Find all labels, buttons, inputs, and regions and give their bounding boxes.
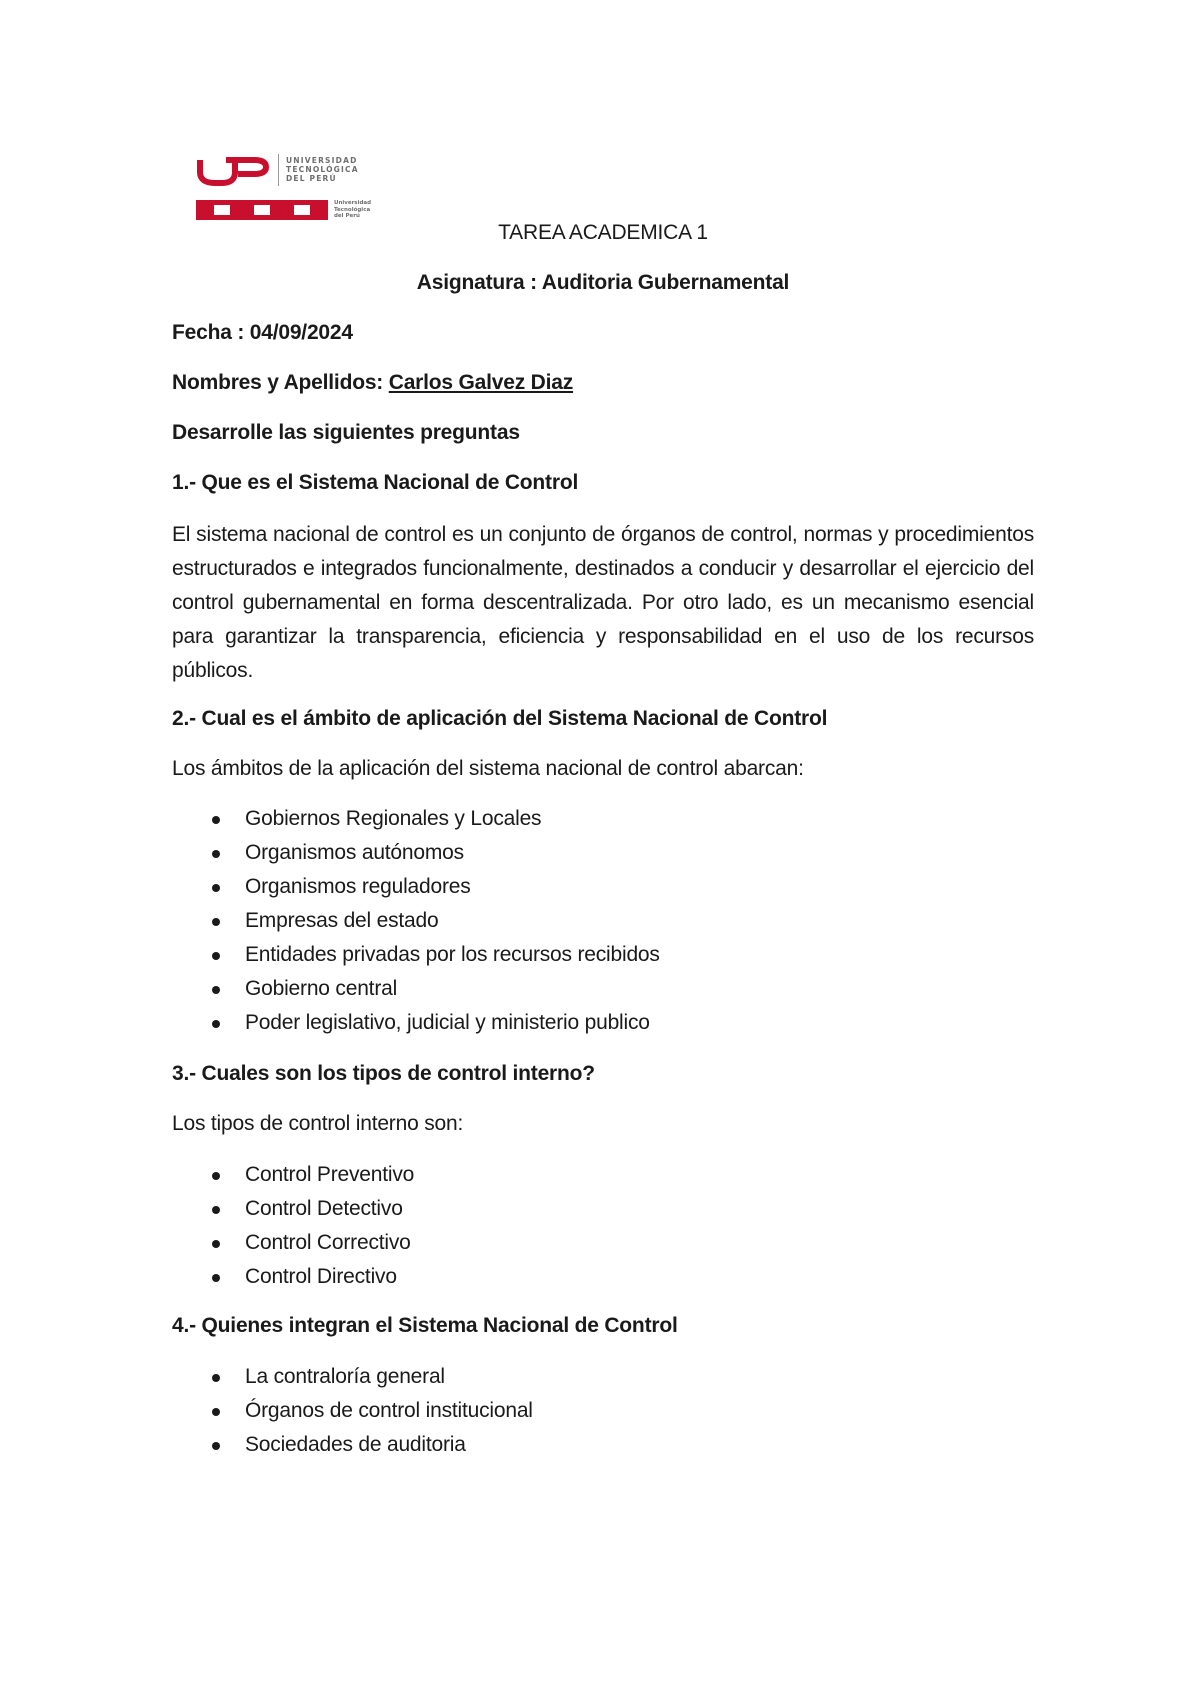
list-item: Entidades privadas por los recursos recibidos [172, 938, 1034, 972]
question-4-heading: 4.- Quienes integran el Sistema Nacional de Control [172, 1314, 678, 1337]
subject-line: Asignatura : Auditoria Gubernamental [416, 271, 790, 294]
question-1-answer: El sistema nacional de control es un conjunto de órganos de control, normas y procedimientos estructurados e integrados funcionalmente, destinados a conducir y desarrollar el ejercicio del control gubernamental en forma descentralizada. Por otro lado, es un mecanismo esencial para garantizar la transparencia, eficiencia y responsabilidad en el uso de los recursos públicos. [172, 523, 1034, 682]
question-1-heading: 1.- Que es el Sistema Nacional de Control [172, 471, 579, 494]
list-item: Gobiernos Regionales y Locales [172, 802, 1034, 836]
date-line: Fecha : 04/09/2024 [172, 321, 353, 344]
list-item: Organismos reguladores [172, 870, 1034, 904]
utp-letter-u [214, 205, 230, 215]
up-logo-icon [196, 156, 270, 186]
list-item: Gobierno central [172, 972, 1034, 1006]
question-3-list [172, 1158, 1034, 1294]
list-item: Órganos de control institucional [172, 1394, 1034, 1428]
logo-university-text: UNIVERSIDAD TECNOLÓGICA DEL PERÚ [286, 156, 359, 183]
list-item: Sociedades de auditoria [172, 1428, 1034, 1462]
utp-letter-t [254, 205, 270, 215]
name-label: Nombres y Apellidos: [172, 371, 389, 394]
logo-divider [278, 154, 279, 186]
list-item: Organismos autónomos [172, 836, 1034, 870]
list-item: Poder legislativo, judicial y ministerio publico [172, 1006, 1034, 1040]
question-3-heading: 3.- Cuales son los tipos de control interno? [172, 1062, 595, 1085]
question-2-heading: 2.- Cual es el ámbito de aplicación del Sistema Nacional de Control [172, 707, 828, 730]
student-name-line [172, 366, 1034, 400]
question-3-intro: Los tipos de control interno son: [172, 1112, 464, 1135]
list-item: Empresas del estado [172, 904, 1034, 938]
list-item: Control Correctivo [172, 1226, 1034, 1260]
question-4-list [172, 1360, 1034, 1462]
logo-top [196, 150, 396, 190]
document-title: TAREA ACADEMICA 1 [498, 221, 708, 244]
list-item: Control Directivo [172, 1260, 1034, 1294]
name-value: Carlos Galvez Diaz [388, 371, 574, 394]
utp-letter-p [294, 205, 310, 215]
question-2-intro: Los ámbitos de la aplicación del sistema nacional de control abarcan: [172, 757, 804, 780]
question-2-list [172, 802, 1034, 1040]
logo-small-text: Universidad Tecnológica del Perú [334, 200, 372, 219]
list-item: Control Preventivo [172, 1158, 1034, 1192]
list-item: Control Detectivo [172, 1192, 1034, 1226]
list-item: La contraloría general [172, 1360, 1034, 1394]
instructions: Desarrolle las siguientes preguntas [172, 421, 520, 444]
